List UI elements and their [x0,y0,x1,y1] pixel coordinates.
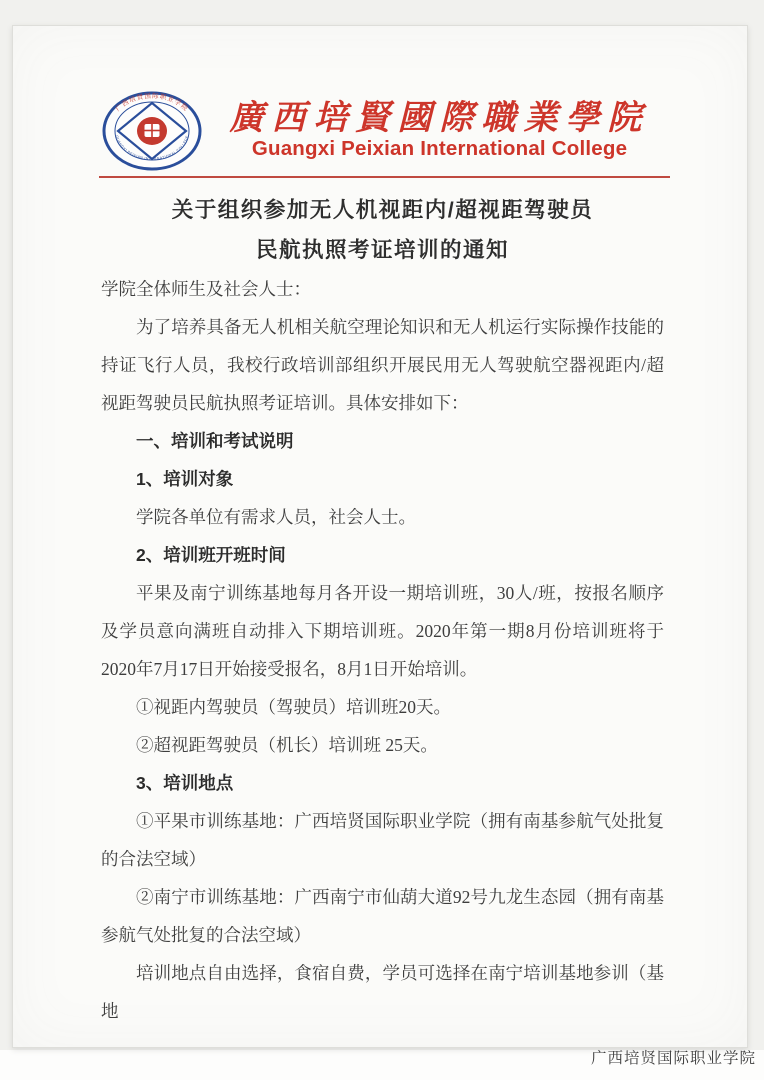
notice-page [12,25,748,1048]
training-target-text: 学院各单位有需求人员，社会人士。 [136,507,416,527]
subsection-heading-1: 1、培训对象 [136,469,234,489]
college-name-block [215,101,664,161]
seal-ring-text-bottom: GUANGXI PEIXIAN INTERNATIONAL COLLEGE [114,134,190,162]
notice-body [101,270,664,1030]
subsection-heading-2: 2、培训班开班时间 [136,545,286,565]
notice-title-line2: 民航执照考证培训的通知 [255,238,509,262]
notice-title-line1: 关于组织参加无人机视距内/超视距驾驶员 [171,198,594,222]
salutation: 学院全体师生及社会人士： [101,279,311,299]
location-paragraph-1: ①平果市训练基地：广西培贤国际职业学院（拥有南基参航气处批复的合法空域） [101,811,664,869]
section-heading-1: 一、培训和考试说明 [136,431,294,451]
intro-paragraph: 为了培养具备无人机相关航空理论知识和无人机运行实际操作技能的持证飞行人员，我校行政培训部组织开展民用无人驾驶航空器视距内/超视距驾驶员民航执照考证培训。具体安排如下： [101,317,664,413]
letterhead [101,90,664,172]
schedule-note-1: ①视距内驾驶员（驾驶员）培训班20天。 [136,697,451,717]
subsection-heading-3: 3、培训地点 [136,773,234,793]
college-seal-icon [101,90,203,172]
seal-ring-text-top: 广西培贤国际职业学院 [114,92,190,113]
schedule-paragraph: 平果及南宁训练基地每月各开设一期培训班，30人/班，按报名顺序及学员意向满班自动排入下期培训班。2020年第一期8月份培训班将于2020年7月17日开始接受报名，8月1日开始培训。 [101,583,664,679]
college-name-en: Guangxi Peixian International College [251,137,628,160]
college-name-zh: 廣西培賢國際職業學院 [229,100,650,137]
letterhead-divider [99,176,670,178]
schedule-note-2: ②超视距驾驶员（机长）培训班 25天。 [136,735,438,755]
notice-title [101,190,664,270]
location-paragraph-2: ②南宁市训练基地：广西南宁市仙葫大道92号九龙生态园（拥有南基参航气处批复的合法空域） [101,887,664,945]
footer-watermark: 广西培贤国际职业学院 [590,1050,756,1067]
location-paragraph-3: 培训地点自由选择，食宿自费，学员可选择在南宁培训基地参训（基地 [101,963,664,1021]
